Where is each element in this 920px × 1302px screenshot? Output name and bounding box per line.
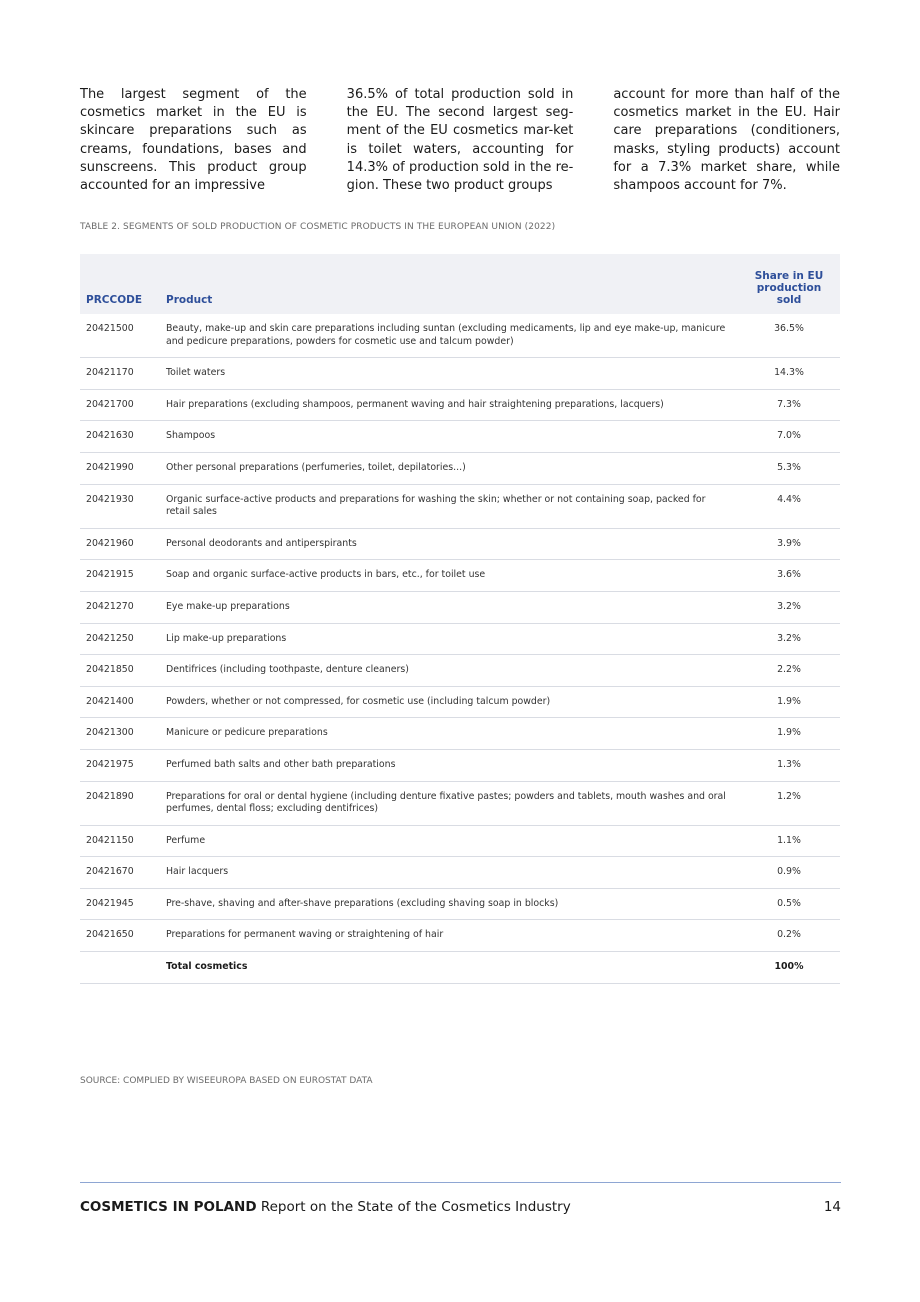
page-footer [80, 1199, 841, 1215]
table-row [80, 452, 840, 484]
cell-share: 0.5% [738, 888, 840, 920]
cell-product: Dentifrices (including toothpaste, denture cleaners) [160, 655, 738, 687]
table-row [80, 421, 840, 453]
header-product: Product [166, 294, 213, 306]
table-row [80, 389, 840, 421]
cell-prccode [80, 952, 160, 984]
table-row [80, 623, 840, 655]
cell-product: Total cosmetics [160, 952, 738, 984]
table-row [80, 718, 840, 750]
table-row [80, 314, 840, 358]
intro-text [80, 86, 840, 195]
table-row [80, 560, 840, 592]
table-row [80, 781, 840, 825]
cell-prccode: 20421170 [80, 358, 160, 390]
table-row [80, 528, 840, 560]
table-row [80, 888, 840, 920]
cell-share: 4.4% [738, 484, 840, 528]
cell-product: Perfume [160, 825, 738, 857]
cell-share: 36.5% [738, 314, 840, 358]
cell-share: 14.3% [738, 358, 840, 390]
cell-product: Preparations for permanent waving or straightening of hair [160, 920, 738, 952]
table-header-row [80, 254, 840, 314]
cell-prccode: 20421650 [80, 920, 160, 952]
footer-brand: COSMETICS IN POLAND [80, 1199, 257, 1215]
cell-prccode: 20421915 [80, 560, 160, 592]
cell-product: Shampoos [160, 421, 738, 453]
cell-product: Beauty, make-up and skin care preparations including suntan (excluding medicaments, lip and eye make-up, manicure and pedicure preparations, powders for cosmetic use and talcum powder) [160, 314, 738, 358]
table-row [80, 749, 840, 781]
cell-product: Personal deodorants and antiperspirants [160, 528, 738, 560]
intro-column-2: 36.5% of total production sold in the EU. The second largest seg-ment of the EU cosmetics mar-ket is toilet waters, accounting for 14.3% of production sold in the re-gion. These two product groups [346, 87, 574, 194]
cell-product: Soap and organic surface-active products in bars, etc., for toilet use [160, 560, 738, 592]
cell-share: 3.9% [738, 528, 840, 560]
cell-product: Lip make-up preparations [160, 623, 738, 655]
intro-column-1: The largest segment of the cosmetics market in the EU is skincare preparations such as creams, foundations, bases and sunscreens. This product group accounted for an impressive [80, 87, 307, 194]
table-row [80, 825, 840, 857]
cell-share: 3.2% [738, 591, 840, 623]
cell-prccode: 20421700 [80, 389, 160, 421]
cell-prccode: 20421630 [80, 421, 160, 453]
segments-table [80, 254, 840, 984]
intro-column-3: account for more than half of the cosmetics market in the EU. Hair care preparations (conditioners, masks, styling products) account for a 7.3% market share, while shampoos account for 7%. [613, 87, 841, 194]
cell-share: 100% [738, 952, 840, 984]
cell-product: Preparations for oral or dental hygiene (including denture fixative pastes; powders and tablets, mouth washes and oral perfumes, dental floss; excluding dentifrices) [160, 781, 738, 825]
cell-share: 3.2% [738, 623, 840, 655]
cell-product: Perfumed bath salts and other bath preparations [160, 749, 738, 781]
cell-prccode: 20421270 [80, 591, 160, 623]
table-caption: TABLE 2. SEGMENTS OF SOLD PRODUCTION OF COSMETIC PRODUCTS IN THE EUROPEAN UNION (2022) [80, 222, 556, 232]
table-body [80, 314, 840, 983]
cell-prccode: 20421930 [80, 484, 160, 528]
table-row [80, 857, 840, 889]
source-note: SOURCE: COMPLIED BY WISEEUROPA BASED ON EUROSTAT DATA [80, 1076, 373, 1086]
cell-share: 1.1% [738, 825, 840, 857]
cell-share: 1.3% [738, 749, 840, 781]
cell-product: Eye make-up preparations [160, 591, 738, 623]
footer-subtitle: Report on the State of the Cosmetics Industry [260, 1199, 571, 1215]
table-total-row [80, 952, 840, 984]
cell-product: Hair preparations (excluding shampoos, permanent waving and hair straightening preparations, lacquers) [160, 389, 738, 421]
cell-share: 3.6% [738, 560, 840, 592]
cell-prccode: 20421400 [80, 686, 160, 718]
cell-share: 5.3% [738, 452, 840, 484]
cell-product: Powders, whether or not compressed, for cosmetic use (including talcum powder) [160, 686, 738, 718]
footer-divider [80, 1182, 841, 1183]
cell-prccode: 20421960 [80, 528, 160, 560]
cell-product: Other personal preparations (perfumeries, toilet, depilatories...) [160, 452, 738, 484]
cell-share: 0.2% [738, 920, 840, 952]
table-row [80, 920, 840, 952]
cell-prccode: 20421670 [80, 857, 160, 889]
table-row [80, 591, 840, 623]
table-row [80, 358, 840, 390]
cell-share: 1.2% [738, 781, 840, 825]
cell-share: 7.3% [738, 389, 840, 421]
cell-prccode: 20421500 [80, 314, 160, 358]
cell-share: 1.9% [738, 686, 840, 718]
cell-product: Hair lacquers [160, 857, 738, 889]
cell-prccode: 20421945 [80, 888, 160, 920]
page-number: 14 [823, 1199, 841, 1215]
cell-product: Toilet waters [160, 358, 738, 390]
cell-prccode: 20421150 [80, 825, 160, 857]
cell-prccode: 20421890 [80, 781, 160, 825]
cell-product: Organic surface-active products and preparations for washing the skin; whether or not containing soap, packed for retail sales [160, 484, 738, 528]
table-row [80, 686, 840, 718]
cell-product: Pre-shave, shaving and after-shave preparations (excluding shaving soap in blocks) [160, 888, 738, 920]
header-share: Share in EU production sold [754, 270, 824, 306]
cell-prccode: 20421975 [80, 749, 160, 781]
cell-prccode: 20421250 [80, 623, 160, 655]
header-prccode: PRCCODE [86, 294, 143, 306]
cell-prccode: 20421850 [80, 655, 160, 687]
footer-title [80, 1199, 571, 1215]
table-row [80, 655, 840, 687]
cell-product: Manicure or pedicure preparations [160, 718, 738, 750]
cell-share: 2.2% [738, 655, 840, 687]
cell-share: 1.9% [738, 718, 840, 750]
cell-prccode: 20421300 [80, 718, 160, 750]
cell-share: 7.0% [738, 421, 840, 453]
cell-share: 0.9% [738, 857, 840, 889]
cell-prccode: 20421990 [80, 452, 160, 484]
table-row [80, 484, 840, 528]
